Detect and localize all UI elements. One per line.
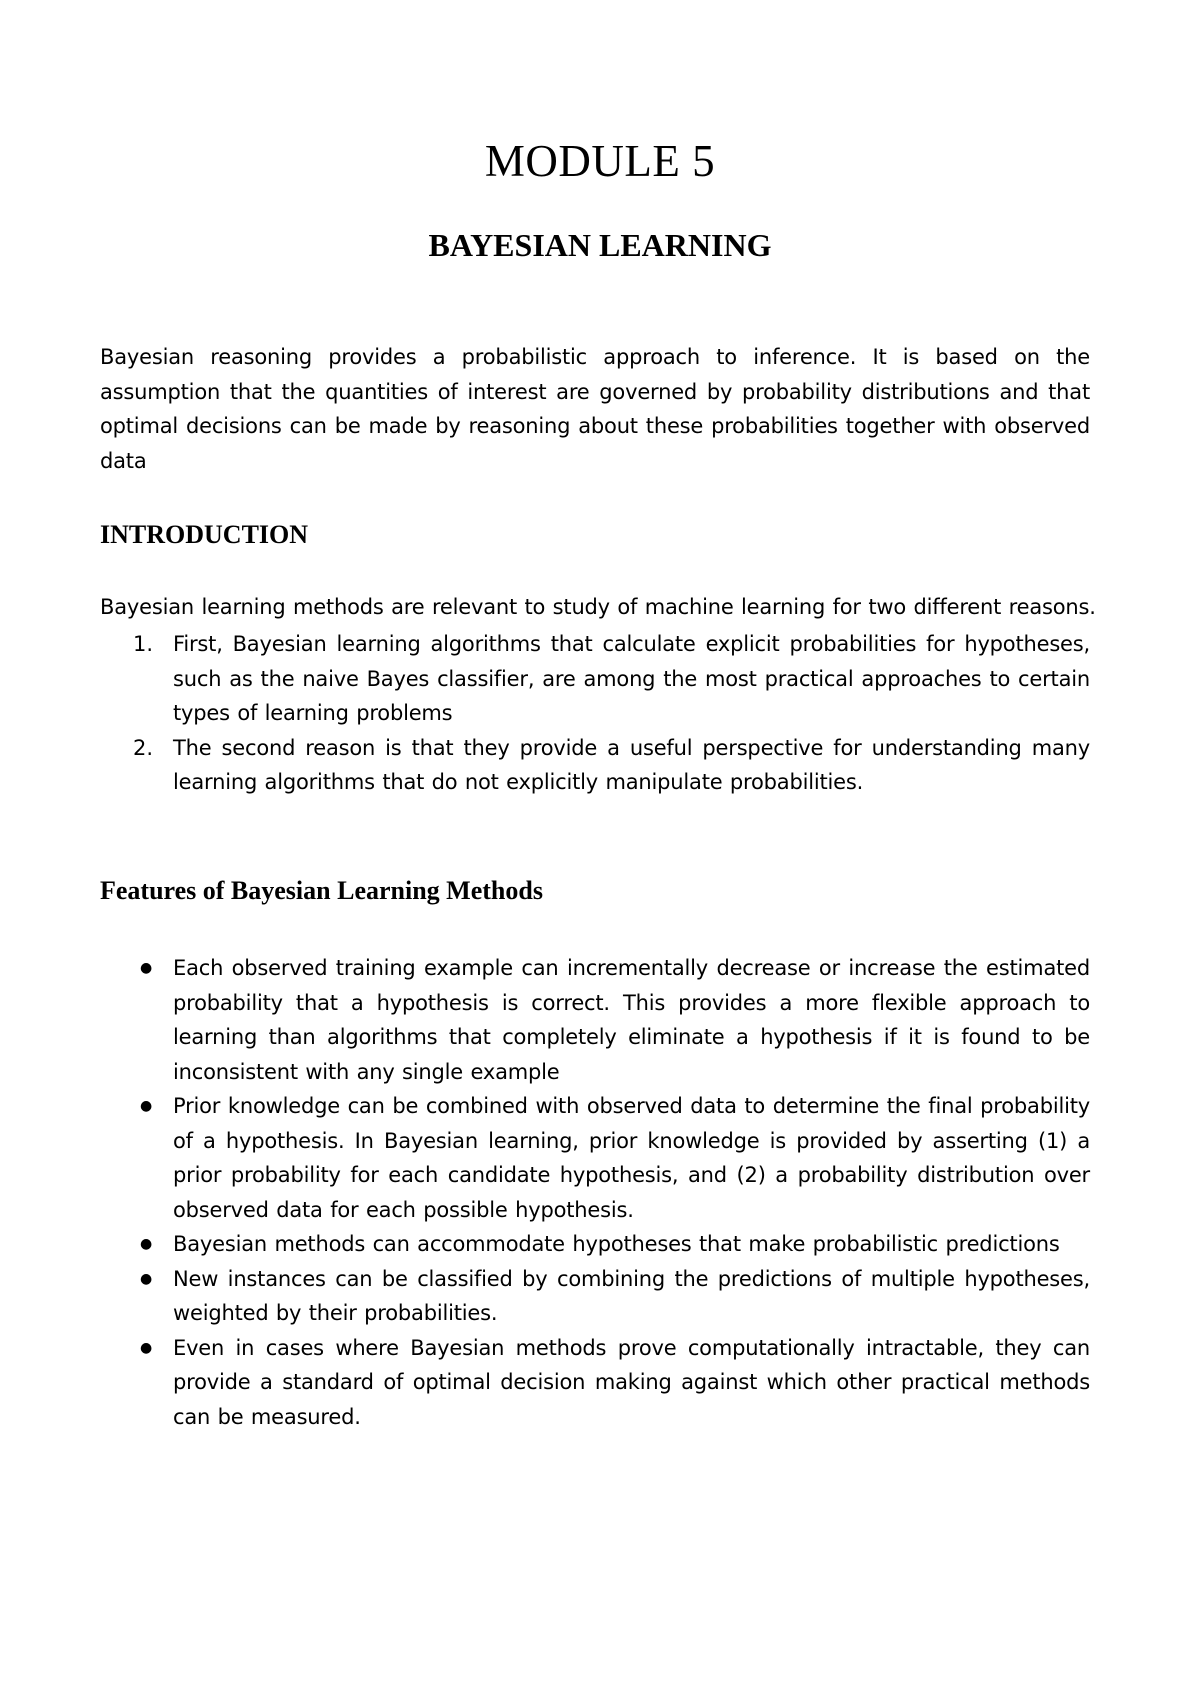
- list-item: [100, 627, 1090, 731]
- document-subtitle: BAYESIAN LEARNING: [428, 227, 772, 263]
- bullet-icon: ●: [140, 1339, 153, 1356]
- list-item: [100, 1331, 1090, 1435]
- list-item: [100, 731, 1090, 800]
- features-list: [100, 951, 1090, 1434]
- list-item-text: Prior knowledge can be combined with observed data to determine the final probability of a hypothesis. In Bayesian learning, prior knowledge is provided by asserting (1) a prior probability for each candidate hypothesis, and (2) a probability distribution over observed data for each possible hypothesis.: [173, 1094, 1090, 1222]
- list-number: 1.: [133, 632, 154, 656]
- bullet-icon: ●: [140, 1270, 153, 1287]
- reasons-list: [100, 627, 1090, 800]
- bullet-icon: ●: [140, 1236, 153, 1252]
- bullet-icon: ●: [140, 1098, 153, 1114]
- list-item-text: The second reason is that they provide a useful perspective for understanding many learning algorithms that do not explicitly manipulate probabilities.: [173, 735, 1090, 794]
- document-title: MODULE 5: [484, 136, 716, 186]
- list-item-text: Bayesian methods can accommodate hypotheses that make probabilistic predictions: [173, 1232, 1060, 1256]
- list-item: [100, 1227, 1090, 1262]
- bullet-icon: ●: [140, 960, 153, 976]
- introduction-lead: Bayesian learning methods are relevant to study of machine learning for two different reasons.: [100, 595, 1096, 619]
- list-item-text: Even in cases where Bayesian methods prove computationally intractable, they can provide a standard of optimal decision making against which other practical methods can be measured.: [173, 1335, 1090, 1429]
- introduction-heading: INTRODUCTION: [100, 520, 309, 549]
- list-number: 2.: [133, 735, 154, 760]
- list-item: [100, 1089, 1090, 1227]
- list-item-text: New instances can be classified by combining the predictions of multiple hypotheses, weighted by their probabilities.: [173, 1266, 1090, 1325]
- features-heading: Features of Bayesian Learning Methods: [100, 876, 543, 905]
- list-item: [100, 1262, 1090, 1331]
- list-item: [100, 951, 1090, 1089]
- list-item-text: First, Bayesian learning algorithms that calculate explicit probabilities for hypotheses, such as the naive Bayes classifier, are among the most practical approaches to certain types of learning problems: [173, 632, 1090, 725]
- intro-paragraph: Bayesian reasoning provides a probabilistic approach to inference. It is based on the assumption that the quantities of interest are governed by probability distributions and that optimal decisions can be made by reasoning about these probabilities together with observed data: [100, 345, 1090, 473]
- list-item-text: Each observed training example can incrementally decrease or increase the estimated probability that a hypothesis is correct. This provides a more flexible approach to learning than algorithms that completely eliminate a hypothesis if it is found to be inconsistent with any single example: [173, 956, 1090, 1084]
